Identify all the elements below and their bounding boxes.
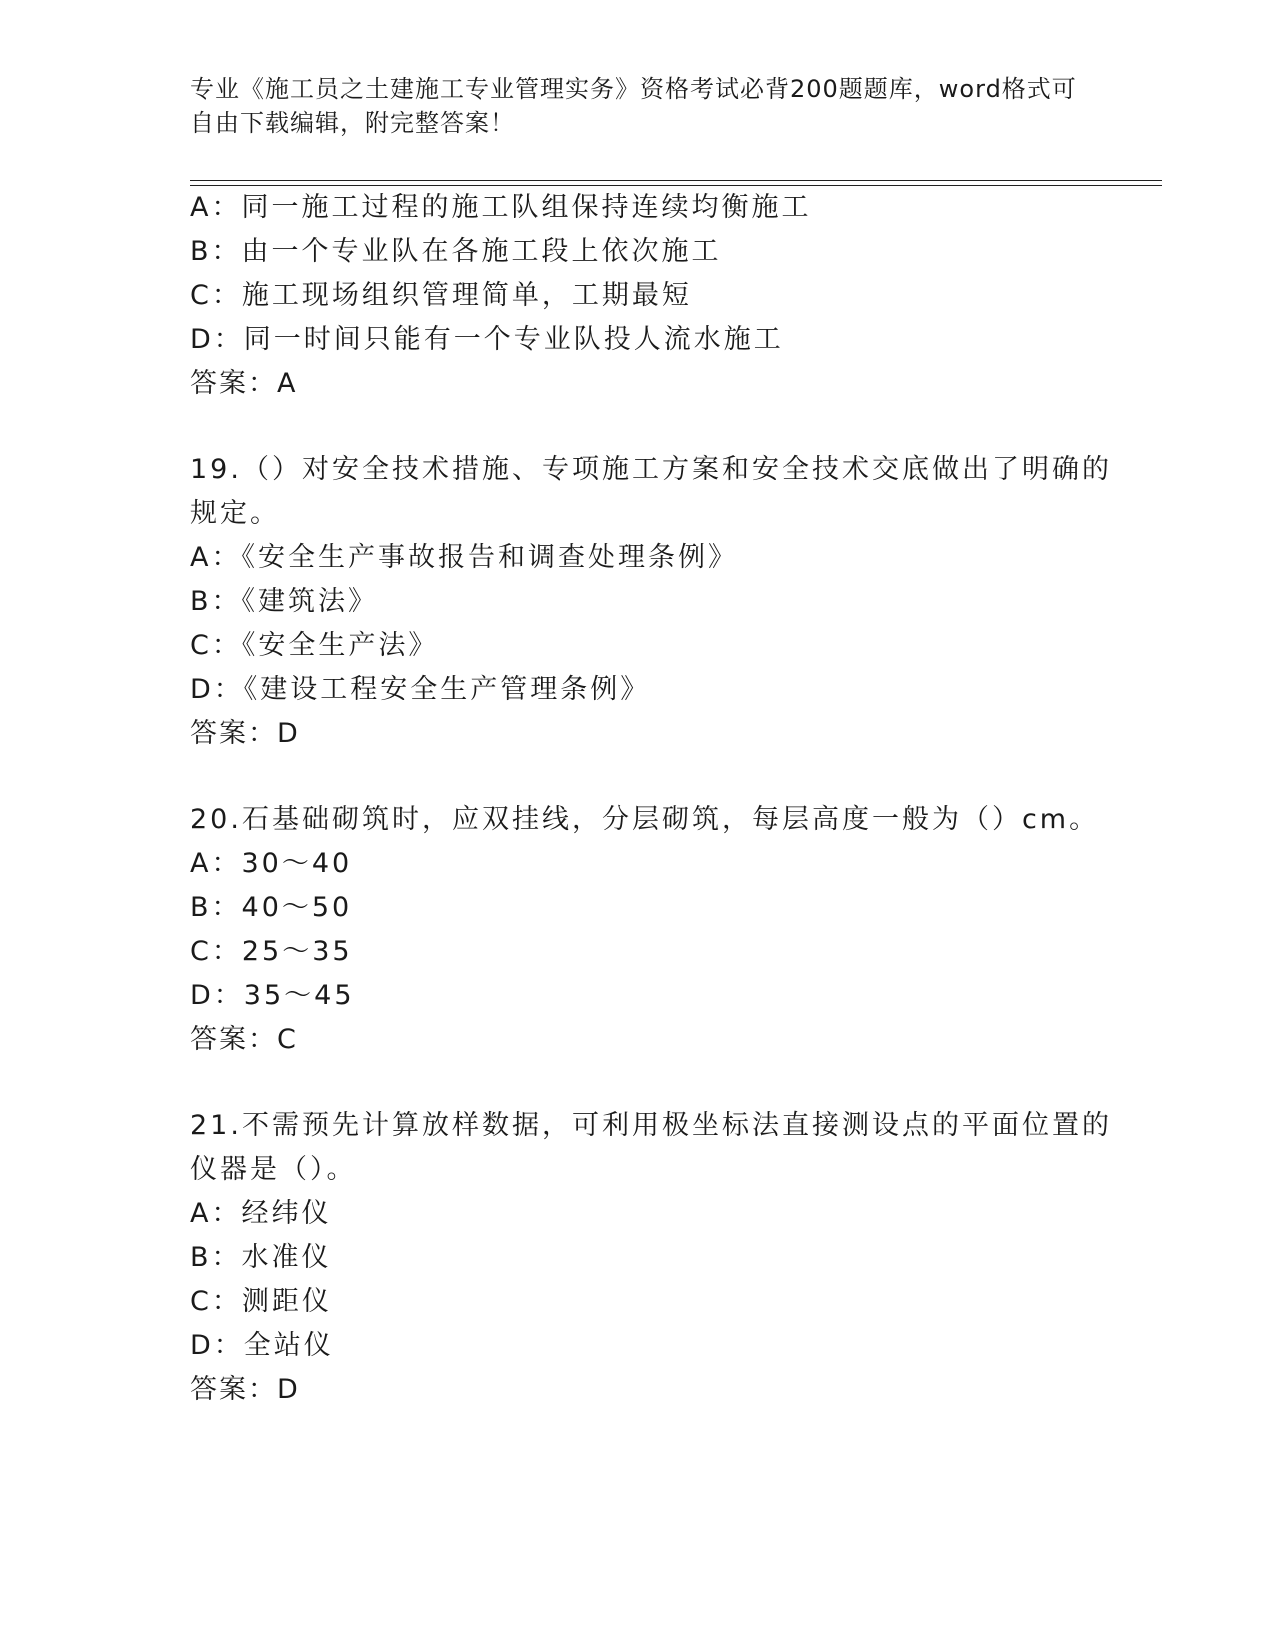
q19-option-a: A：《安全生产事故报告和调查处理条例》 bbox=[190, 542, 738, 573]
header-line-1: 专业《施工员之土建施工专业管理实务》资格考试必背200题题库，word格式可 bbox=[190, 75, 1077, 103]
q18-option-a: A：同一施工过程的施工队组保持连续均衡施工 bbox=[190, 192, 812, 223]
q19-option-b: B：《建筑法》 bbox=[190, 586, 379, 617]
q19-option-c: C：《安全生产法》 bbox=[190, 630, 439, 661]
q18-option-b: B：由一个专业队在各施工段上依次施工 bbox=[190, 236, 722, 267]
q18-option-c: C：施工现场组织管理简单，工期最短 bbox=[190, 280, 692, 311]
q20-stem-line-1: 20.石基础砌筑时，应双挂线，分层砌筑，每层高度一般为（）cm。 bbox=[190, 804, 1100, 835]
answer-value: A bbox=[277, 368, 297, 399]
answer-value: D bbox=[277, 1374, 299, 1405]
q21-option-b: B：水准仪 bbox=[190, 1242, 332, 1273]
q21-option-d: D：全站仪 bbox=[190, 1330, 334, 1361]
q19-stem-line-2: 规定。 bbox=[190, 498, 280, 529]
q21-answer bbox=[190, 1372, 299, 1408]
document-header bbox=[190, 72, 1090, 140]
q19-answer bbox=[190, 716, 299, 752]
header-line-2: 自由下载编辑，附完整答案！ bbox=[190, 109, 515, 137]
q21-option-c: C：测距仪 bbox=[190, 1286, 332, 1317]
answer-value: D bbox=[277, 718, 299, 749]
q21-stem-line-1: 21.不需预先计算放样数据，可利用极坐标法直接测设点的平面位置的 bbox=[190, 1110, 1112, 1141]
answer-label: 答案： bbox=[190, 1374, 277, 1405]
answer-label: 答案： bbox=[190, 718, 277, 749]
answer-label: 答案： bbox=[190, 368, 277, 399]
answer-label: 答案： bbox=[190, 1024, 277, 1055]
q20-option-b: B：40～50 bbox=[190, 892, 353, 923]
q21-option-a: A：经纬仪 bbox=[190, 1198, 332, 1229]
q20-option-a: A：30～40 bbox=[190, 848, 353, 879]
q18-option-d: D：同一时间只能有一个专业队投人流水施工 bbox=[190, 324, 784, 355]
header-divider-bottom bbox=[190, 185, 1162, 186]
q21-stem-line-2: 仪器是（）。 bbox=[190, 1154, 357, 1185]
q19-option-d: D：《建设工程安全生产管理条例》 bbox=[190, 674, 651, 705]
q18-answer bbox=[190, 366, 296, 402]
answer-value: C bbox=[277, 1024, 297, 1055]
q20-answer bbox=[190, 1022, 297, 1058]
q19-stem-line-1: 19.（）对安全技术措施、专项施工方案和安全技术交底做出了明确的 bbox=[190, 454, 1112, 485]
q20-option-c: C：25～35 bbox=[190, 936, 353, 967]
header-divider-top bbox=[190, 180, 1162, 181]
q20-option-d: D：35～45 bbox=[190, 980, 355, 1011]
